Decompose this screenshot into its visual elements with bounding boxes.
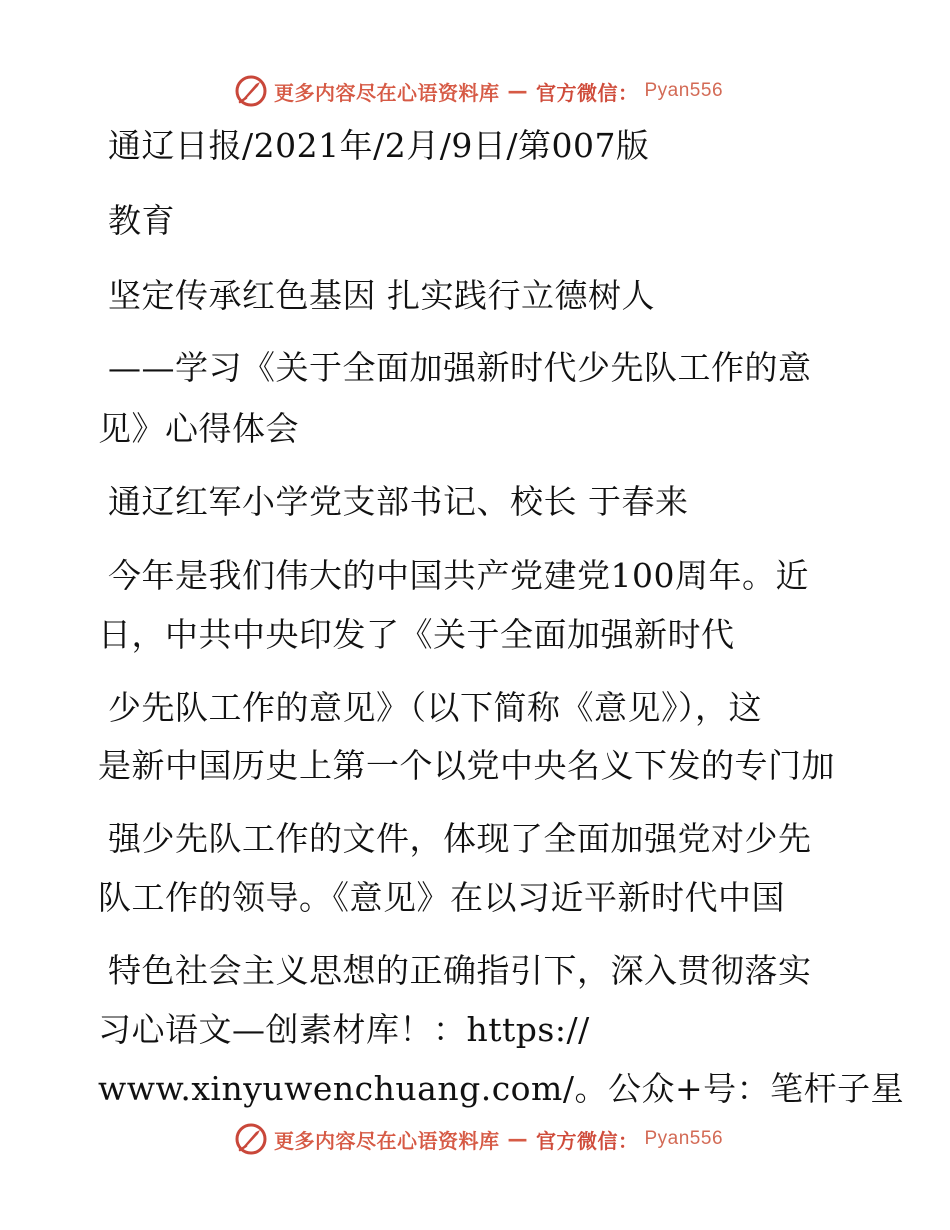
watermark-wechat-id: Pyan556 <box>644 1128 724 1149</box>
watermark-banner-bottom <box>234 1119 723 1159</box>
article-source-line: 通辽日报/2021年/2月/9日/第007版 <box>108 126 650 165</box>
article-paragraph-line: 队工作的领导。《意见》在以习近平新时代中国 <box>98 878 785 917</box>
article-title: 坚定传承红色基因 扎实践行立德树人 <box>108 276 655 315</box>
article-paragraph-line: 是新中国历史上第一个以党中央名义下发的专门加 <box>98 746 835 785</box>
watermark-main-text: 更多内容尽在心语资料库 <box>274 1128 500 1153</box>
article-subtitle-line-1: ——学习《关于全面加强新时代少先队工作的意 <box>108 348 812 387</box>
article-paragraph-line: 日，中共中央印发了《关于全面加强新时代 <box>98 615 735 654</box>
article-paragraph-line: 特色社会主义思想的正确指引下，深入贯彻落实 <box>108 951 812 990</box>
quill-circle-icon <box>234 74 268 108</box>
watermark-wechat-label: 官方微信： <box>536 80 639 105</box>
watermark-main-text: 更多内容尽在心语资料库 <box>274 80 500 105</box>
watermark-wechat-id: Pyan556 <box>644 80 724 101</box>
watermark-wechat-label: 官方微信： <box>536 1128 639 1153</box>
article-promo-url-line: www.xinyuwenchuang.com/。公众+号：笔杆子星 <box>98 1069 905 1108</box>
watermark-dash: — <box>507 79 528 103</box>
article-subtitle-line-2: 见》心得体会 <box>98 409 299 448</box>
watermark-banner-top <box>234 71 723 111</box>
watermark-dash: — <box>507 1127 528 1151</box>
article-paragraph-line: 强少先队工作的文件，体现了全面加强党对少先 <box>108 819 812 858</box>
article-section: 教育 <box>108 201 175 240</box>
article-author: 通辽红军小学党支部书记、校长 于春来 <box>108 482 689 521</box>
article-promo-line: 习心语文—创素材库！：https:// <box>98 1010 590 1049</box>
quill-circle-icon <box>234 1122 268 1156</box>
article-paragraph-line: 少先队工作的意见》（以下简称《意见》），这 <box>108 688 762 727</box>
article-paragraph-line: 今年是我们伟大的中国共产党建党100周年。近 <box>108 556 809 595</box>
